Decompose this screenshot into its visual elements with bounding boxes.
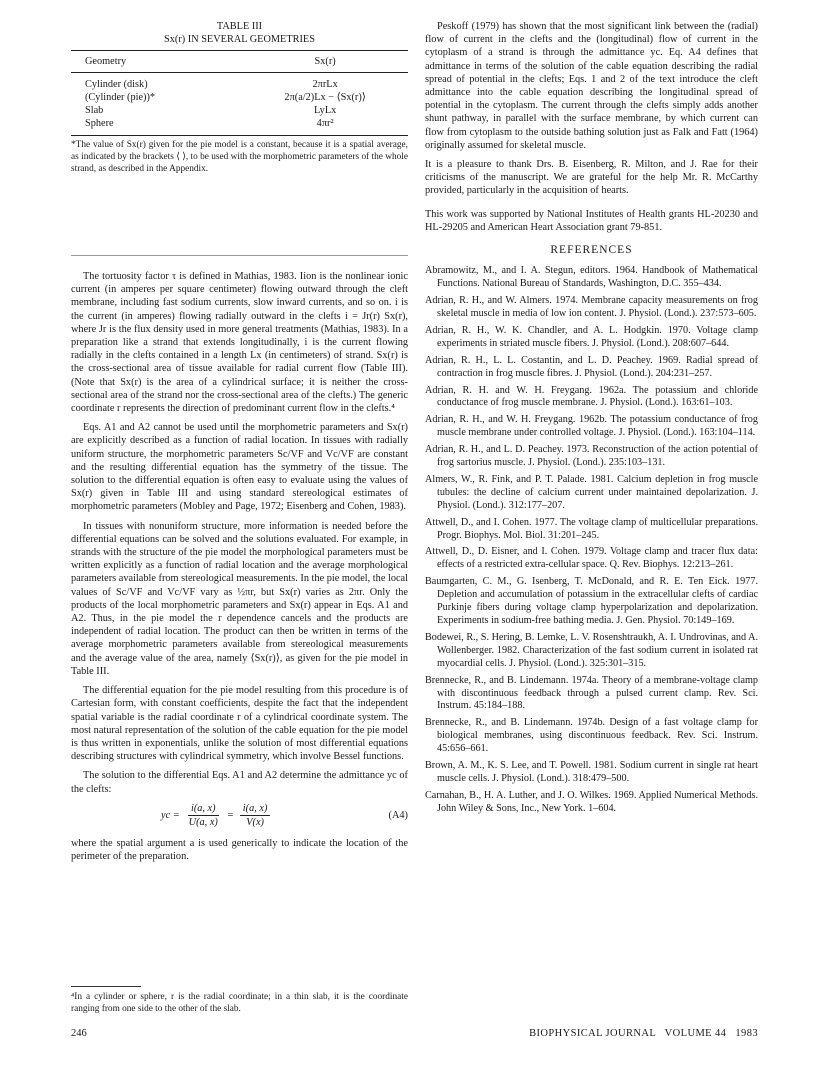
table-caption: Sx(r) IN SEVERAL GEOMETRIES: [164, 34, 315, 45]
body-paragraph: In tissues with nonuniform structure, more information is needed before the differential equations can be solved and the solutions evaluated. For example, in strands with the structure of the pie model the morphological parameters must be written explicitly as a function of radial location and the average morphological parameters available from stereological measurements. In the pie model, the local values of Sc/VF and Vc/VF vary as ½πr, but Sx(r) varies as 2πr. Only the products of the local morphometric parameters and Sx(r) appear in Eqs. A1 and A2. Thus, in the pie model the r dependence cancels and the products are independent of radial location. The product can then be written in terms of the average morphometric parameters available from stereological measurements and the average value of the area, namely ⟨Sx(r)⟩, as given for the pie model in Table III.: [71, 520, 408, 677]
left-column: [71, 20, 408, 175]
right-column: [425, 20, 758, 820]
body-paragraph: where the spatial argument a is used generically to indicate the location of the perimeter of the preparation.: [71, 838, 408, 863]
body-paragraph: The differential equation for the pie model resulting from this procedure is of Cartesian form, with constant coefficients, despite the fact that the independent spatial variable is the radial coordinate r of a cylindrical coordinate system. The most natural representation of the solution of the cable equation for the pie model is thus written in exponentials, unlike the solution of most differential equations describing structures with cylindrical symmetry, which involve Bessel functions.: [71, 685, 408, 763]
fraction-numerator: i(a, x): [188, 802, 219, 816]
reference-item: Adrian, R. H., and L. D. Peachey. 1973. Reconstruction of the action potential of frog sartorius muscle. J. Physiol. (Lond.). 235:103–131.: [425, 444, 758, 469]
equation-fraction: [186, 802, 221, 829]
page-number: 246: [71, 1028, 87, 1039]
body-paragraph: The solution to the differential Eqs. A1 and A2 determine the admittance yc of the clefts:: [71, 770, 408, 795]
table-cell: Sphere: [71, 117, 242, 136]
reference-item: Brennecke, R., and B. Lindemann. 1974a. Theory of a membrane-voltage clamp with discontinuous feedback through a pulsed current clamp. Rev. Sci. Instrum. 45:184–188.: [425, 674, 758, 712]
reference-item: Adrian, R. H., W. K. Chandler, and A. L. Hodgkin. 1970. Voltage clamp experiments in striated muscle fibers. J. Physiol. (Lond.). 208:607–644.: [425, 324, 758, 349]
equation-label: (A4): [388, 809, 408, 821]
reference-item: Abramowitz, M., and I. A. Stegun, editors. 1964. Handbook of Mathematical Functions. National Bureau of Standards, Washington, D.C. 355–434.: [425, 265, 758, 290]
journal-footer: BIOPHYSICAL JOURNAL VOLUME 44 1983: [529, 1028, 758, 1039]
reference-item: Attwell, D., and I. Cohen. 1977. The voltage clamp of multicellular preparations. Progr. Biophys. Mol. Biol. 31:201–245.: [425, 516, 758, 541]
fraction-denominator: U(a, x): [188, 816, 218, 828]
left-body: [71, 270, 408, 870]
table-header-sx: Sx(r): [242, 51, 408, 73]
table-cell: 2π(a/2)Lx − ⟨Sx(r)⟩: [284, 92, 366, 104]
table-cell: Cylinder (disk): [85, 79, 148, 91]
acknowledgment: It is a pleasure to thank Drs. B. Eisenberg, R. Milton, and J. Rae for their criticisms of the manuscript. We are grateful for the help Mr. R. McCarthy provided, particularly in the acquisition of hearts.: [425, 159, 758, 197]
table-header-geometry: Geometry: [71, 51, 242, 73]
reference-item: Almers, W., R. Fink, and P. T. Palade. 1981. Calcium depletion in frog muscle tubules: the decline of calcium current under maintained depolarization. J. Physiol. (Lond.). 312:177–207.: [425, 473, 758, 511]
fraction-denominator: V(x): [246, 816, 264, 828]
table-cell: (Cylinder (pie))*: [85, 92, 156, 104]
body-paragraph: Eqs. A1 and A2 cannot be used until the morphometric parameters and Sx(r) are explicitly described as a function of radial location. In tissues with radially uniform structure, the morphometric parameters Sc/VF and Vc/VF are constant and the resulting differential equation has the symmetry of the tissue. The solution to the differential equation is often easy to evaluate using the values of Sx(r) given in Table III and using standard stereological estimates of morphometric parameters (Mobley and Page, 1972; Eisenberg and Cohen, 1983).: [71, 422, 408, 513]
divider: [71, 255, 408, 256]
reference-item: Baumgarten, C. M., G. Isenberg, T. McDonald, and R. E. Ten Eick. 1977. Depletion and accumulation of potassium in the extracellular clefts of cardiac Purkinje fibers during voltage clamp hyperpolarization and depolarization. Experiments in sodium-free bathing media. J. Gen. Physiol. 70:149–169.: [425, 576, 758, 626]
equation-equals: =: [226, 809, 234, 821]
body-paragraph: The tortuosity factor τ is defined in Mathias, 1983. Iion is the nonlinear ionic current (in amperes per square centimeter) flowing outward through the cleft membrane, including fast sodium currents, slow inward currents, and so on. i is the current (in amperes) flowing radially outward in the clefts i = Jr(r) Sx(r), where Jr is the flux density used in more general treatments (Mathias, 1983). In a preparation like a strand that extends longitudinally, i is the current flowing radially in the clefts contained in a length Lx (in centimeters) of strand. Sx(r) is the cross-sectional area of tissue available for radial current flow (Table III). (Note that Sx(r) is the area of a cylindrical surface; it is neither the cross-sectional area of the strand nor the cross-sectional area of the clefts.) The generic coordinate r represents the direction of predominant current flow in the clefts.⁴: [71, 271, 408, 415]
fraction-numerator: i(a, x): [240, 802, 271, 816]
equation-lhs: yc =: [161, 809, 180, 821]
reference-item: Attwell, D., D. Eisner, and I. Cohen. 1979. Voltage clamp and tracer flux data: effects of a restricted extra-cellular space. Q. Rev. Biophys. 12:213–261.: [425, 546, 758, 571]
table-note: *The value of Sx(r) given for the pie model is a constant, because it is a spatial average, as indicated by the brackets ⟨ ⟩, to be used with the morphometric parameters of the whole strand, as described in the Appendix.: [71, 140, 408, 175]
table-cell: LyLx: [313, 105, 337, 117]
table-row: [71, 104, 408, 117]
geometry-table: [71, 50, 408, 136]
table-cell: 4πr²: [242, 117, 408, 136]
reference-item: Carnahan, B., H. A. Luther, and J. O. Wilkes. 1969. Applied Numerical Methods. John Wiley & Sons, Inc., New York. 1–604.: [425, 789, 758, 814]
table-row: [71, 73, 408, 92]
reference-item: Bodewei, R., S. Hering, B. Lemke, L. V. Rosenshtraukh, A. I. Undrovinas, and A. Wollenberger. 1982. Characterization of the fast sodium current in isolated rat myocardial cells. J. Physiol. (Lond.). 325:301–315.: [425, 631, 758, 669]
table-label: TABLE III: [216, 21, 263, 32]
table-header-row: [71, 51, 408, 73]
table-row: [71, 117, 408, 136]
equation-a4: [71, 802, 408, 829]
reference-list: [425, 265, 758, 815]
equation-fraction: [240, 802, 271, 829]
reference-item: Adrian, R. H., L. L. Costantin, and L. D. Peachey. 1969. Radial spread of contraction in frog muscle fibres. J. Physiol. (Lond.). 204:231–257.: [425, 354, 758, 379]
body-paragraph: Peskoff (1979) has shown that the most significant link between the (radial) flow of current in the clefts and the (longitudinal) flow of current in the cytoplasm of a strand is through the admittance yc. Eq. A4 defines that admittance in terms of the solution of the cable equation describing the radial spread of potential in the clefts; Eqs. 1 and 2 of the text introduce the cleft admittance into the cable equation describing the longitudinal spread of potential in the cytoplasm. The current through the clefts simply adds another shunt pathway, in parallel with the surface membrane, by which current can flow from cytoplasm to the outside bathing solution just as Falk and Fatt (1964) originally assumed for skeletal muscle.: [425, 21, 758, 151]
table-row: [71, 91, 408, 104]
table-cell: 2πrLx: [312, 79, 338, 91]
footnote: ⁴In a cylinder or sphere, r is the radial coordinate; in a thin slab, it is the coordinate ranging from one side to the other of the slab.: [71, 992, 408, 1014]
references-heading: REFERENCES: [550, 244, 633, 257]
footnote-rule: [71, 986, 141, 987]
funding-statement: This work was supported by National Institutes of Health grants HL-20230 and HL-29205 and American Heart Association grant 79-851.: [425, 208, 758, 233]
table-cell: Slab: [85, 105, 104, 117]
reference-item: Adrian, R. H., and W. H. Freygang. 1962b. The potassium conductance of frog muscle membrane under controlled voltage. J. Physiol. (Lond.). 163:104–114.: [425, 414, 758, 439]
reference-item: Adrian, R. H., and W. Almers. 1974. Membrane capacity measurements on frog skeletal muscle in media of low ion content. J. Physiol. (Lond.). 237:573–605.: [425, 295, 758, 319]
reference-item: Brown, A. M., K. S. Lee, and T. Powell. 1981. Sodium current in single rat heart muscle cells. J. Physiol. (Lond.). 318:479–500.: [425, 760, 758, 784]
reference-item: Adrian, R. H. and W. H. Freygang. 1962a. The potassium and chloride conductance of frog muscle membrane. J. Physiol. (Lond.). 163:61–103.: [425, 384, 758, 409]
reference-item: Brennecke, R., and B. Lindemann. 1974b. Design of a fast voltage clamp for biological membranes, using discontinuous feedback. Rev. Sci. Instrum. 45:656–661.: [425, 717, 758, 755]
